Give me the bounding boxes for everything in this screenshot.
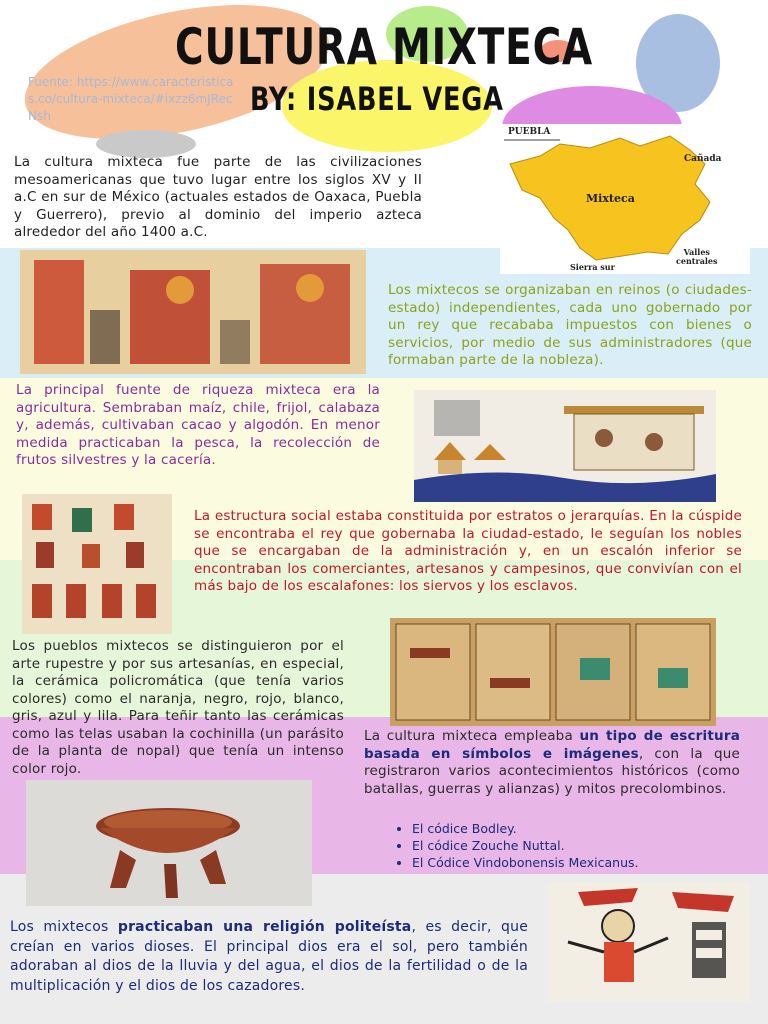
deity-image — [548, 882, 750, 1002]
map-label-mixteca: Mixteca — [586, 192, 635, 205]
arte-paragraph: Los pueblos mixtecos se distinguieron por el arte rupestre y por sus artesanías, en especial, la cerámica policromática (que tenía varios colores) como el naranja, negro, rojo, blanco, gris, azul y lila. Para teñir tanto las cerámicas como las telas usaban la cochinilla (un parásito de la planta de nopal) que tenía un intenso color rojo. — [12, 638, 344, 777]
escritura-paragraph — [364, 728, 740, 798]
list-item: • El códice Zouche Nuttal. — [412, 837, 639, 854]
escritura-text-pre: La cultura mixteca empleaba — [364, 728, 580, 744]
escritura-highlight: un tipo de escritura basada en símbolos e imágenes — [364, 728, 740, 762]
village-image — [414, 390, 716, 502]
mixteca-map — [500, 124, 750, 274]
religion-text-pre: Los mixtecos — [10, 919, 118, 935]
page-title: CULTURA MIXTECA — [175, 18, 593, 76]
estructura-paragraph: La estructura social estaba constituida por estratos o jerarquías. En la cúspide se encontraba el rey que gobernaba la ciudad-estado, le seguían los nobles que se encargaban de la administración y, en un escalón inferior se encontraban los comerciantes, artesanos y campesinos, que convivían con el más bajo de los escalafones: los siervos y los esclavos. — [194, 508, 742, 594]
pottery-graphic — [26, 780, 312, 906]
agricultura-paragraph: La principal fuente de riqueza mixteca era la agricultura. Sembraban maíz, chile, frijol, calabaza y, además, cultivaban cacao y algodón. En menor medida practicaban la pesca, la recolección de frutos silvestres y la cacería. — [16, 382, 380, 468]
author-byline: BY: ISABEL VEGA — [250, 80, 504, 118]
codex-column-graphic — [22, 494, 172, 634]
pottery-image — [26, 780, 312, 906]
source-link[interactable]: https://www.caracteristicas.co/cultura-mixteca/#ixzz6mJRecNsh — [28, 75, 234, 123]
religion-text-post: , es decir, que creían en varios dioses. El principal dios era el sol, pero también adoraban al dios de la lluvia y del agua, el dios de la fertilidad o de la multiplicación y el dios de los cazadores. — [10, 919, 529, 994]
codex-image-figures — [20, 250, 366, 374]
codex-figures-graphic — [20, 250, 366, 374]
source-citation — [28, 74, 238, 125]
deity-graphic — [548, 882, 750, 1002]
map-label-valles-2: centrales — [676, 256, 718, 266]
codex-pages-image — [390, 618, 716, 726]
map-label-puebla: PUEBLA — [508, 127, 551, 137]
village-graphic — [414, 390, 716, 502]
intro-paragraph: La cultura mixteca fue parte de las civilizaciones mesoamericanas que tuvo lugar entre los siglos XV y II a.C en sur de México (actuales estados de Oaxaca, Puebla y Guerrero), previo al dominio del imperio azteca alrededor del año 1400 a.C. — [14, 154, 422, 240]
codex-column-image — [22, 494, 172, 634]
source-label: Fuente: — [28, 75, 73, 89]
map-label-canada: Cañada — [684, 154, 722, 164]
map-label-valles-1: Valles — [683, 247, 710, 257]
list-item: • El Códice Vindobonensis Mexicanus. — [412, 854, 639, 871]
codices-list — [392, 820, 639, 871]
list-item: • El códice Bodley. — [412, 820, 639, 837]
codex-pages-graphic — [390, 618, 716, 726]
religion-highlight: practicaban una religión politeísta — [117, 919, 412, 935]
map-label-valles — [676, 248, 718, 266]
reinos-paragraph: Los mixtecos se organizaban en reinos (o ciudades-estado) independientes, cada uno gobernado por un rey que recababa impuestos con bienes o servicios, por medio de sus administradores (que formaban parte de la nobleza). — [388, 282, 752, 368]
map-label-sierra: Sierra sur — [570, 262, 615, 272]
religion-paragraph — [10, 918, 528, 996]
escritura-text-post: , con la que registraron varios acontecimientos históricos (como batallas, guerras y alianzas) y mitos precolombinos. — [364, 745, 740, 797]
